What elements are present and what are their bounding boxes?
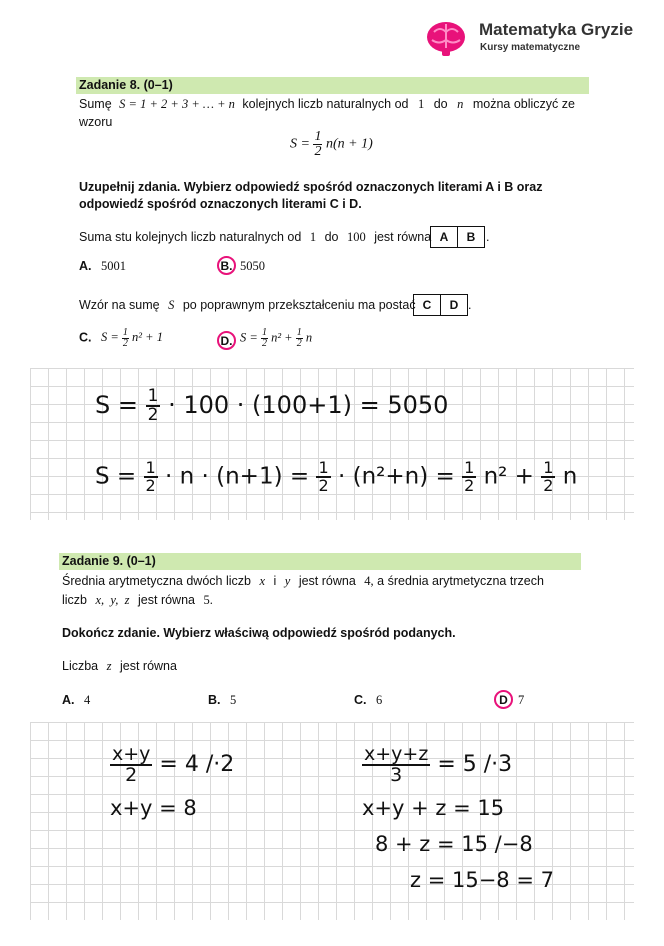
task8-header: Zadanie 8. (0–1) — [76, 77, 589, 94]
task9-intro-line2 — [62, 593, 213, 608]
fraction — [313, 130, 322, 159]
task9-option-c[interactable] — [354, 693, 382, 708]
math: S = — [240, 330, 258, 345]
text: Liczba — [62, 659, 99, 673]
math: n — [457, 97, 464, 111]
denominator: 2 — [464, 476, 475, 495]
box-d[interactable]: D — [440, 295, 467, 315]
numerator: 1 — [296, 327, 302, 338]
denominator: 2 — [296, 338, 302, 349]
option-value: 5001 — [100, 259, 126, 273]
numerator: 1 — [543, 458, 554, 477]
hand-text: · n · (n+1) = — [165, 463, 310, 490]
option-label: D. — [220, 333, 233, 348]
math: n² + — [271, 330, 293, 345]
answer-box-cd[interactable] — [413, 294, 468, 316]
hand-text: n — [562, 463, 578, 490]
numerator: 1 — [314, 129, 322, 144]
denominator: 2 — [125, 764, 138, 786]
hand-text: S = — [95, 391, 138, 419]
hand-text: = 5 /·3 — [437, 752, 513, 777]
fraction — [296, 328, 303, 349]
handwritten-line-1 — [95, 388, 448, 424]
numerator: 1 — [122, 327, 128, 338]
box-c[interactable]: C — [422, 298, 432, 312]
task9-option-a[interactable] — [62, 693, 90, 708]
text: do — [433, 97, 448, 111]
numerator: x+y+z — [364, 743, 429, 765]
numerator: 1 — [261, 327, 267, 338]
formula-left: S = — [290, 136, 310, 152]
text: Wzór na sumę — [79, 298, 160, 312]
task9-option-b[interactable] — [208, 693, 236, 708]
fraction — [316, 460, 330, 494]
handwritten-line-2 — [95, 460, 577, 494]
option-label: D — [499, 692, 508, 707]
task8-instruction-2: odpowiedź spośród oznaczonych literami C i D. — [79, 197, 362, 211]
brand-subtitle: Kursy matematyczne — [480, 42, 581, 53]
text: Sumę — [79, 97, 112, 111]
fraction — [146, 388, 161, 424]
text: kolejnych liczb naturalnych od — [242, 97, 409, 111]
handwritten-left-1 — [110, 745, 234, 785]
math: 4, — [364, 574, 374, 588]
option-label: B. — [208, 693, 221, 707]
handwritten-right-2: x+y + z = 15 — [362, 796, 505, 820]
math: n — [305, 330, 313, 345]
box-a[interactable]: A — [439, 230, 449, 244]
denominator: 2 — [261, 338, 267, 349]
text: można obliczyć ze — [472, 97, 575, 111]
math: 100 — [346, 230, 366, 244]
text: jest równa — [298, 574, 356, 588]
option-label: C. — [354, 693, 367, 707]
denominator: 2 — [122, 338, 128, 349]
answer-box-ab[interactable] — [430, 226, 485, 248]
handwritten-left-2: x+y = 8 — [110, 796, 197, 820]
math: 5. — [203, 593, 213, 607]
brand-title: Matematyka Gryzie — [479, 20, 634, 39]
hand-text: · 100 · (100+1) = 5050 — [168, 391, 449, 419]
option-value: 5 — [229, 693, 237, 707]
task8-question2 — [79, 298, 416, 313]
denominator: 2 — [318, 476, 329, 495]
fraction — [144, 460, 158, 494]
denominator: 2 — [314, 144, 322, 159]
text: i — [273, 574, 277, 588]
math: n² + 1 — [132, 330, 163, 345]
math: 1 — [309, 230, 317, 244]
option-b-circle[interactable] — [217, 256, 236, 275]
option-value: 6 — [375, 693, 383, 707]
math: 1 — [417, 97, 425, 111]
handwritten-right-1 — [362, 745, 512, 785]
task9-instruction: Dokończ zdanie. Wybierz właściwą odpowiedź spośród podanych. — [62, 626, 456, 640]
hand-text: n² + — [483, 463, 534, 490]
brand-logo — [424, 18, 468, 58]
handwritten-right-3: 8 + z = 15 /−8 — [375, 832, 533, 856]
hand-text: S = — [95, 463, 137, 490]
option-value: 4 — [83, 693, 91, 707]
numerator: 1 — [147, 386, 159, 406]
math: S = 1 + 2 + 3 + … + n — [119, 97, 235, 111]
option-d-value — [240, 328, 312, 349]
math: y — [284, 574, 291, 588]
text: liczb — [62, 593, 88, 607]
denominator: 2 — [145, 476, 156, 495]
numerator: 1 — [464, 458, 475, 477]
task9-header: Zadanie 9. (0–1) — [59, 553, 581, 570]
hand-text: = 4 /·2 — [159, 752, 235, 777]
fraction — [462, 460, 476, 494]
text: po poprawnym przekształceniu ma postać — [182, 298, 416, 312]
period: . — [468, 298, 472, 312]
period: . — [486, 230, 490, 244]
fraction — [261, 328, 268, 349]
text: jest równa — [119, 659, 177, 673]
task8-instruction-1: Uzupełnij zdania. Wybierz odpowiedź spośród oznaczonych literami A i B oraz — [79, 180, 543, 194]
box-b[interactable]: B — [457, 227, 484, 247]
fraction — [122, 328, 129, 349]
task9-option-d-value: 7 — [518, 693, 525, 707]
math: x, y, z — [95, 593, 130, 607]
numerator: 1 — [318, 458, 329, 477]
fraction — [362, 745, 430, 785]
task9-intro-line1 — [62, 574, 544, 589]
option-label: A. — [79, 259, 92, 273]
denominator: 2 — [543, 476, 554, 495]
task9-lead — [62, 659, 177, 674]
task8-intro-line1 — [79, 97, 575, 112]
fraction — [110, 745, 152, 785]
option-c[interactable] — [79, 328, 163, 349]
numerator: 1 — [145, 458, 156, 477]
task8-formula — [290, 130, 373, 159]
math: z — [106, 659, 112, 673]
math: S — [168, 298, 175, 312]
denominator: 2 — [147, 405, 159, 425]
text: jest równa — [138, 593, 195, 607]
math: S = — [100, 330, 119, 345]
option-d-circle[interactable] — [217, 331, 236, 350]
handwritten-right-4: z = 15−8 = 7 — [410, 868, 554, 892]
numerator: x+y — [112, 743, 151, 765]
option-label: A. — [62, 693, 75, 707]
task8-question1 — [79, 230, 431, 245]
option-label: C. — [79, 330, 92, 345]
option-a[interactable] — [79, 259, 126, 274]
brain-icon — [424, 18, 468, 58]
option-b-value: 5050 — [240, 259, 265, 273]
text: jest równa — [374, 230, 432, 244]
formula-right: n(n + 1) — [325, 136, 373, 152]
task9-option-d-circle[interactable] — [494, 690, 513, 709]
math: x — [259, 574, 266, 588]
text: Suma stu kolejnych liczb naturalnych od — [79, 230, 302, 244]
task8-intro-line2: wzoru — [79, 115, 113, 129]
text: do — [324, 230, 339, 244]
hand-text: · (n²+n) = — [337, 463, 455, 490]
fraction — [541, 460, 555, 494]
option-label: B. — [220, 258, 233, 273]
text: Średnia arytmetyczna dwóch liczb — [62, 574, 251, 588]
text: a średnia arytmetyczna trzech — [377, 574, 544, 588]
denominator: 3 — [390, 764, 403, 786]
